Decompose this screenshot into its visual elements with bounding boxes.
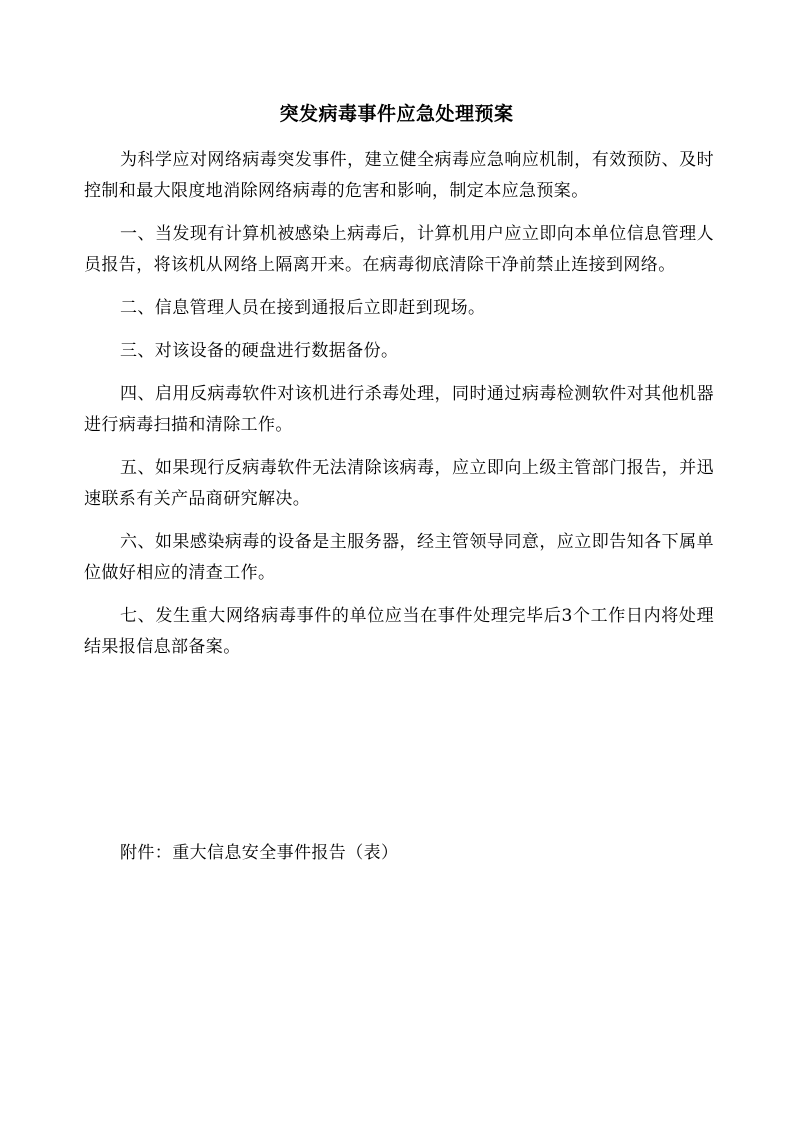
item-2-paragraph: 二、信息管理人员在接到通报后立即赶到现场。 (120, 298, 486, 318)
item-1-paragraph: 一、当发现有计算机被感染上病毒后，计算机用户应立即向本单位信息管理人员报告，将该机从网络上隔离开来。在病毒彻底清除干净前禁止连接到网络。 (84, 224, 714, 275)
document-body (84, 145, 714, 663)
attachment-note: 附件：重大信息安全事件报告（表） (120, 843, 399, 863)
item-7-paragraph: 七、发生重大网络病毒事件的单位应当在事件处理完毕后3个工作日内将处理结果报信息部备案。 (84, 606, 714, 657)
document-title: 突发病毒事件应急处理预案 (279, 103, 514, 125)
intro-paragraph: 为科学应对网络病毒突发事件，建立健全病毒应急响应机制，有效预防、及时控制和最大限度地消除网络病毒的危害和影响，制定本应急预案。 (84, 150, 714, 201)
item-6-paragraph: 六、如果感染病毒的设备是主服务器，经主管领导同意，应立即告知各下属单位做好相应的清查工作。 (84, 532, 714, 583)
item-5-paragraph: 五、如果现行反病毒软件无法清除该病毒，应立即向上级主管部门报告，并迅速联系有关产品商研究解决。 (84, 458, 714, 509)
item-4-paragraph: 四、启用反病毒软件对该机进行杀毒处理，同时通过病毒检测软件对其他机器进行病毒扫描和清除工作。 (84, 384, 714, 435)
item-3-paragraph: 三、对该设备的硬盘进行数据备份。 (120, 341, 399, 361)
